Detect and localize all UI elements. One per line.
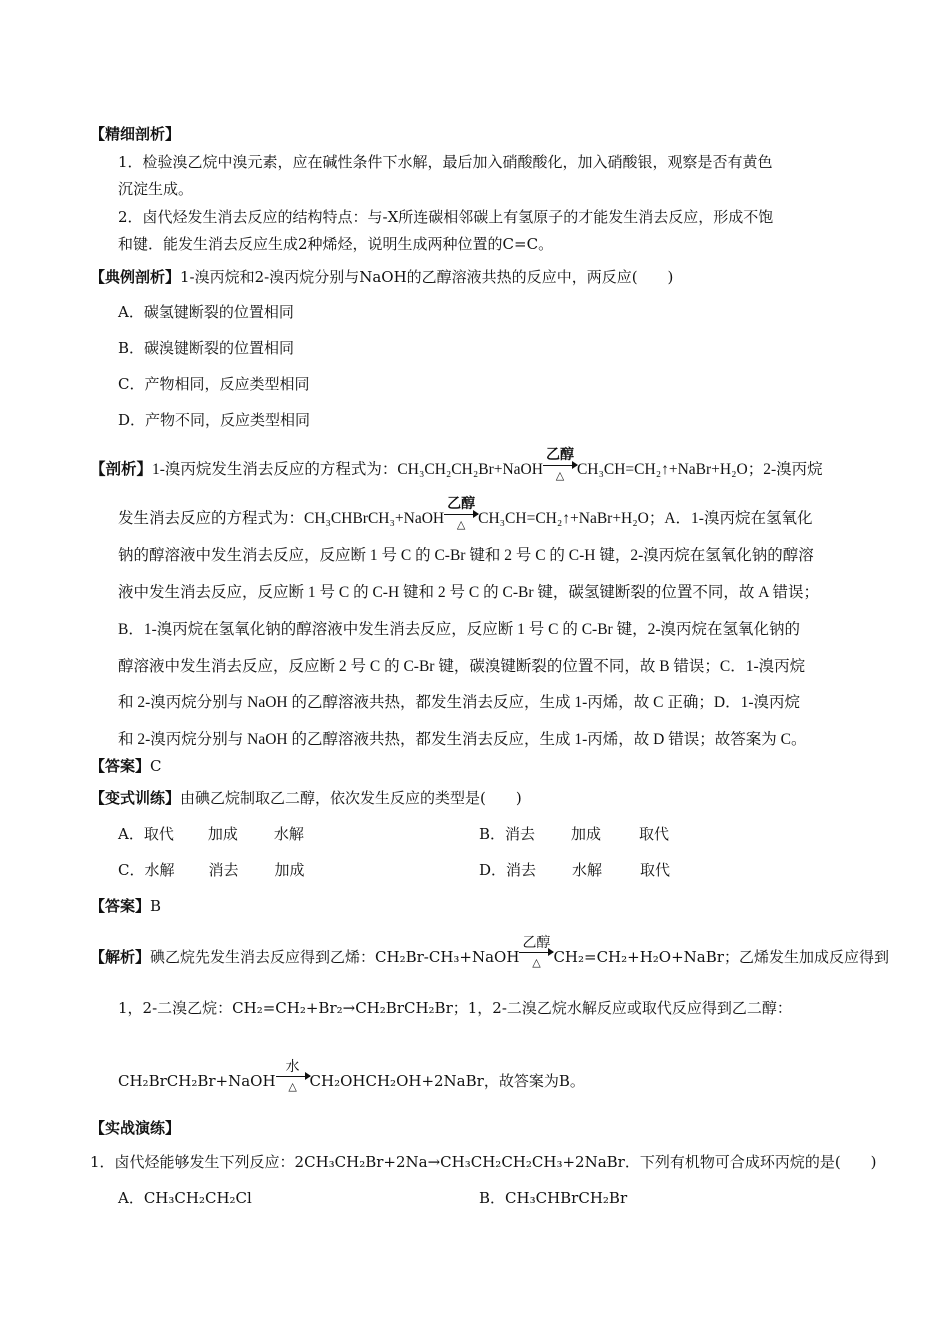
answer-2 xyxy=(90,895,161,917)
analysis-eq2-right: CH₃CH=CH₂↑+NaBr+H₂O；A．1-溴丙烷在氢氧化 xyxy=(478,510,813,527)
arrow-condition-label: 乙醇 xyxy=(522,935,551,951)
analysis-line-2 xyxy=(118,497,813,531)
analysis-line-8: 和 2-溴丙烷分别与 NaOH 的乙醇溶液共热，都发生消去反应，生成 1-丙烯，故 D 错误；故答案为 C。 xyxy=(118,731,807,748)
example-option-c: C．产物相同，反应类型相同 xyxy=(118,375,310,393)
option-step-3: 加成 xyxy=(274,861,305,879)
heat-symbol: △ xyxy=(555,470,565,482)
option-step-2: 加成 xyxy=(571,825,602,843)
analysis-eq2-left: 发生消去反应的方程式为：CH₃CHBrCH₃+NaOH xyxy=(118,510,445,527)
variant-question-line xyxy=(90,787,522,809)
option-step-2: 水解 xyxy=(572,861,603,879)
variant-option-c xyxy=(118,859,305,881)
analysis-line-1 xyxy=(90,448,823,482)
reaction-arrow-ethanol-heat xyxy=(519,935,553,969)
example-option-a: A．碳氢键断裂的位置相同 xyxy=(118,303,294,321)
answer-2-value: B xyxy=(150,897,162,915)
arrow-condition-label: 乙醇 xyxy=(545,448,574,463)
explain-eq1-right: CH₂=CH₂+H₂O+NaBr；乙烯发生加成反应得到 xyxy=(553,948,889,966)
analysis-eq1-left: 1-溴丙烷发生消去反应的方程式为：CH₃CH₂CH₂Br+NaOH xyxy=(152,461,543,478)
option-letter: D． xyxy=(479,861,507,879)
explain-line-1 xyxy=(90,935,889,969)
fine-analysis-point-1-cont: 沉淀生成。 xyxy=(118,180,194,198)
variant-question: 由碘乙烷制取乙二醇，依次发生反应的类型是( ) xyxy=(180,789,522,807)
explain-line-2: 1，2-二溴乙烷：CH₂=CH₂+Br₂→CH₂BrCH₂Br；1，2-二溴乙烷水解反应或取代反应得到乙二醇： xyxy=(118,999,792,1017)
analysis-line-5: B．1-溴丙烷在氢氧化钠的醇溶液中发生消去反应，反应断 1 号 C 的 C-Br 键，2-溴丙烷在氢氧化钠的 xyxy=(118,621,801,638)
practice-option-b: B．CH₃CHBrCH₂Br xyxy=(479,1189,628,1207)
option-letter: B． xyxy=(479,825,506,843)
answer-1 xyxy=(90,755,162,777)
example-question: 1-溴丙烷和2-溴丙烷分别与NaOH的乙醇溶液共热的反应中，两反应( ) xyxy=(180,268,674,286)
option-step-2: 加成 xyxy=(207,825,238,843)
answer-1-value: C xyxy=(150,757,162,775)
option-step-3: 取代 xyxy=(639,825,670,843)
fine-analysis-point-2-cont: 和键．能发生消去反应生成2种烯烃，说明生成两种位置的C=C。 xyxy=(118,235,554,253)
example-question-line xyxy=(90,266,673,288)
answer-2-heading: 【答案】 xyxy=(90,897,151,915)
variant-option-b xyxy=(479,823,669,845)
analysis-line-7: 和 2-溴丙烷分别与 NaOH 的乙醇溶液共热，都发生消去反应，生成 1-丙烯，故 C 正确；D．1-溴丙烷 xyxy=(118,694,800,711)
option-step-1: 取代 xyxy=(143,825,174,843)
fine-analysis-heading: 【精细剖析】 xyxy=(90,125,181,143)
answer-1-heading: 【答案】 xyxy=(90,757,151,775)
explain-line-3 xyxy=(118,1059,585,1093)
fine-analysis-point-1: 1．检验溴乙烷中溴元素，应在碱性条件下水解，最后加入硝酸酸化，加入硝酸银，观察是否有黄色 xyxy=(118,153,773,171)
practice-heading: 【实战演练】 xyxy=(90,1119,181,1137)
variant-option-d xyxy=(479,859,670,881)
option-step-1: 消去 xyxy=(505,825,536,843)
option-step-3: 水解 xyxy=(273,825,304,843)
variant-option-a xyxy=(118,823,304,845)
option-step-3: 取代 xyxy=(640,861,671,879)
analysis-line-3: 钠的醇溶液中发生消去反应，反应断 1 号 C 的 C-Br 键和 2 号 C 的 C-H 键，2-溴丙烷在氢氧化钠的醇溶 xyxy=(118,547,814,564)
explain-eq3-right: CH₂OHCH₂OH+2NaBr，故答案为B。 xyxy=(309,1072,585,1090)
heat-symbol: △ xyxy=(456,519,466,531)
practice-option-a: A．CH₃CH₂CH₂Cl xyxy=(118,1189,252,1207)
example-heading: 【典例剖析】 xyxy=(90,268,181,286)
option-step-1: 消去 xyxy=(506,861,537,879)
explain-eq3-left: CH₂BrCH₂Br+NaOH xyxy=(118,1072,276,1090)
heat-symbol: △ xyxy=(532,956,541,969)
analysis-eq1-right: CH₃CH=CH₂↑+NaBr+H₂O；2-溴丙烷 xyxy=(576,461,823,478)
reaction-arrow-ethanol-heat xyxy=(444,497,478,531)
analysis-heading: 【剖析】 xyxy=(90,461,153,478)
analysis-line-4: 液中发生消去反应，反应断 1 号 C 的 C-H 键和 2 号 C 的 C-Br 键，碳氢键断裂的位置不同，故 A 错误； xyxy=(118,584,819,601)
reaction-arrow-water-heat xyxy=(276,1059,310,1093)
option-letter: A． xyxy=(118,825,144,843)
example-option-b: B．碳溴键断裂的位置相同 xyxy=(118,339,295,357)
analysis-line-6: 醇溶液中发生消去反应，反应断 2 号 C 的 C-Br 键，碳溴键断裂的位置不同，故 B 错误；C．1-溴丙烷 xyxy=(118,658,806,675)
fine-analysis-point-2: 2．卤代烃发生消去反应的结构特点：与-X所连碳相邻碳上有氢原子的才能发生消去反应，形成不饱 xyxy=(118,208,774,226)
option-step-2: 消去 xyxy=(208,861,239,879)
option-step-1: 水解 xyxy=(144,861,175,879)
reaction-arrow-ethanol-heat xyxy=(543,448,577,482)
arrow-condition-label: 乙醇 xyxy=(447,497,476,512)
explain-eq1-left: 碘乙烷先发生消去反应得到乙烯：CH₂Br-CH₃+NaOH xyxy=(150,948,520,966)
explain-heading: 【解析】 xyxy=(90,948,151,966)
example-option-d: D．产物不同，反应类型相同 xyxy=(118,411,311,429)
arrow-condition-label: 水 xyxy=(285,1059,300,1075)
heat-symbol: △ xyxy=(288,1080,297,1093)
variant-heading: 【变式训练】 xyxy=(90,789,181,807)
option-letter: C． xyxy=(118,861,145,879)
practice-question-1: 1．卤代烃能够发生下列反应：2CH₃CH₂Br+2Na→CH₃CH₂CH₂CH₃+2NaBr．下列有机物可合成环丙烷的是( ) xyxy=(90,1153,877,1171)
